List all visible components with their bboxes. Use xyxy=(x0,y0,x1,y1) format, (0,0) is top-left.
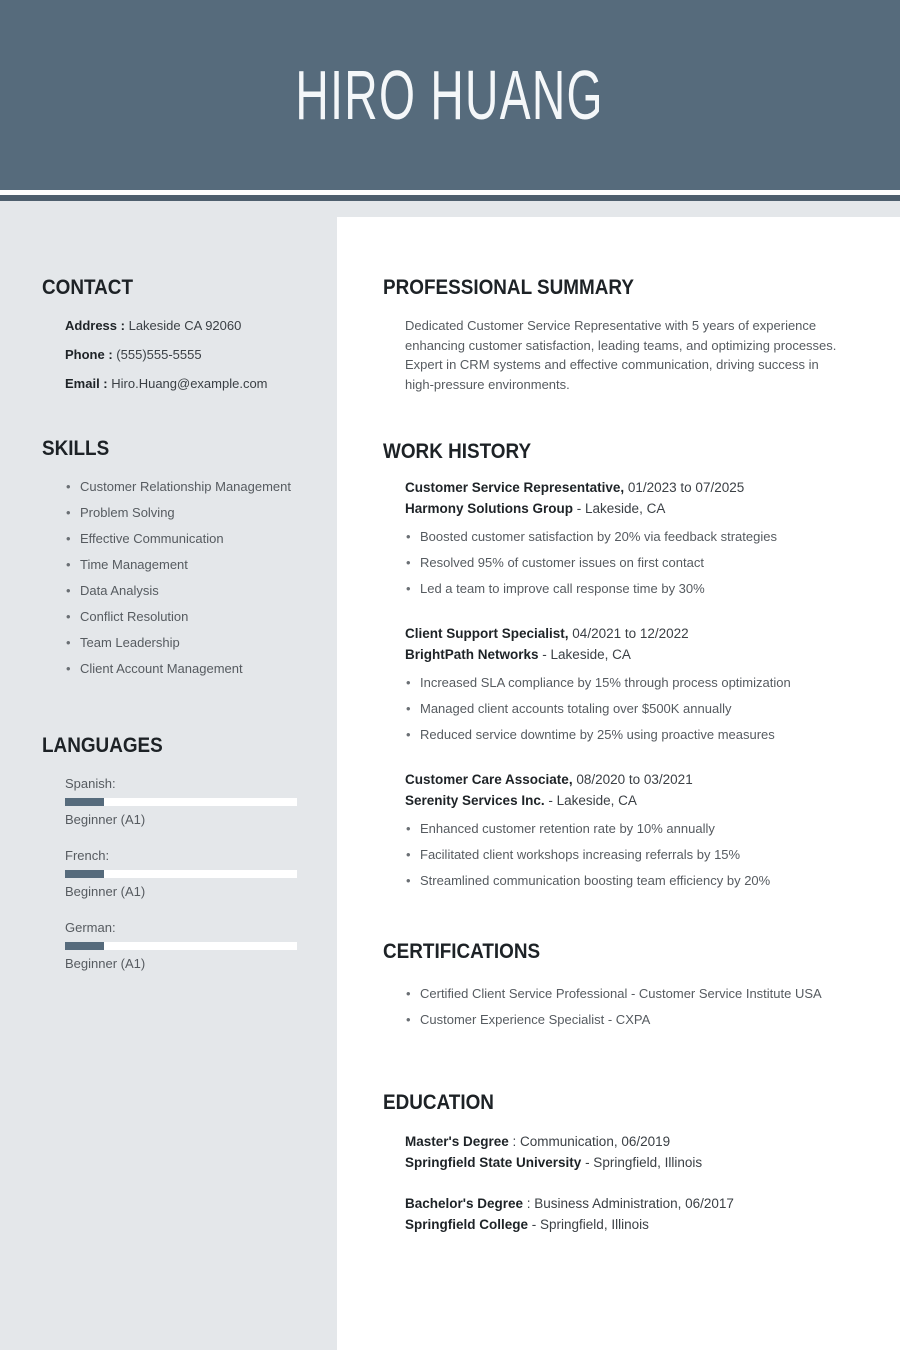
main-panel xyxy=(337,217,900,1350)
job-dates: 08/2020 to 03/2021 xyxy=(576,772,693,787)
language-progress-fill xyxy=(65,870,104,878)
certification-item: • Certified Client Service Professional - Customer Service Institute USA xyxy=(405,984,850,1003)
contact-value: Hiro.Huang@example.com xyxy=(111,376,268,391)
job-bullet: • Boosted customer satisfaction by 20% via feedback strategies xyxy=(405,527,850,546)
summary-text: Dedicated Customer Service Representative with 5 years of experience enhancing customer satisfaction, leading teams, and optimizing processes. Expert in CRM systems and effective communication, driving success in high-pressure environments. xyxy=(405,318,837,392)
contact-section xyxy=(42,276,317,393)
contact-value: (555)555-5555 xyxy=(116,347,202,362)
job-bullet: • Streamlined communication boosting team efficiency by 20% xyxy=(405,871,850,890)
contact-label: Address : xyxy=(65,318,125,333)
job-bullet: • Reduced service downtime by 25% using proactive measures xyxy=(405,725,850,744)
education-degree: Master's Degree xyxy=(405,1134,509,1149)
job-bullet: • Enhanced customer retention rate by 10% annually xyxy=(405,819,850,838)
language-level: Beginner (A1) xyxy=(65,812,146,827)
language-item-german xyxy=(65,918,317,973)
education-list xyxy=(405,1131,850,1235)
language-progress-fill xyxy=(65,942,104,950)
education-location: - Springfield, Illinois xyxy=(531,1217,649,1232)
language-progress-track xyxy=(65,942,297,950)
job-bullet: • Increased SLA compliance by 15% through process optimization xyxy=(405,673,850,692)
job-bullet-list xyxy=(405,527,850,598)
job-dates: 01/2023 to 07/2025 xyxy=(627,480,745,495)
job-title-line xyxy=(405,624,850,645)
job-bullet: • Managed client accounts totaling over $500K annually xyxy=(405,699,850,718)
job-title-line xyxy=(405,478,850,499)
skill-item: • Data Analysis xyxy=(65,581,317,600)
contact-title: CONTACT xyxy=(42,276,133,299)
job-location: - Lakeside, CA xyxy=(542,646,631,662)
job-dates: 04/2021 to 12/2022 xyxy=(572,626,689,641)
resume-body xyxy=(0,201,900,1350)
job-location: - Lakeside, CA xyxy=(576,500,666,516)
language-progress-track xyxy=(65,798,297,806)
contact-list xyxy=(65,316,317,393)
contact-label: Email : xyxy=(65,376,108,391)
education-location: - Springfield, Illinois xyxy=(585,1155,703,1170)
certification-list xyxy=(405,984,850,1029)
job-role: Customer Care Associate, xyxy=(405,772,573,787)
language-item-spanish xyxy=(65,774,317,829)
education-school: Springfield College xyxy=(405,1217,529,1232)
job-company: Harmony Solutions Group xyxy=(405,500,574,516)
language-name: Spanish: xyxy=(65,776,116,791)
education-detail: : Communication, 06/2019 xyxy=(512,1134,671,1149)
summary-section xyxy=(383,276,850,394)
skill-item: • Customer Relationship Management xyxy=(65,477,317,496)
job-company: Serenity Services Inc. xyxy=(405,792,545,808)
job-bullet: • Led a team to improve call response time by 30% xyxy=(405,579,850,598)
skills-list xyxy=(65,477,317,678)
job-location: - Lakeside, CA xyxy=(548,792,637,808)
job-role: Customer Service Representative, xyxy=(405,480,625,495)
languages-section xyxy=(42,734,317,973)
contact-value: Lakeside CA 92060 xyxy=(128,318,242,333)
job-company: BrightPath Networks xyxy=(405,646,539,662)
language-level: Beginner (A1) xyxy=(65,884,146,899)
skill-item: • Problem Solving xyxy=(65,503,317,522)
job-entry xyxy=(405,770,850,890)
skill-item: • Conflict Resolution xyxy=(65,607,317,626)
languages-list xyxy=(65,774,317,973)
job-bullet-list xyxy=(405,673,850,744)
language-name: German: xyxy=(65,920,116,935)
certifications-section xyxy=(383,940,850,1029)
contact-label: Phone : xyxy=(65,347,113,362)
job-title-line xyxy=(405,770,850,791)
job-role: Client Support Specialist, xyxy=(405,626,569,641)
contact-row-email xyxy=(65,374,317,393)
language-item-french xyxy=(65,846,317,901)
skills-section xyxy=(42,437,317,678)
education-school-line xyxy=(405,1152,850,1173)
work-history-section xyxy=(383,440,850,890)
certifications-title: CERTIFICATIONS xyxy=(383,940,541,963)
skill-item: • Client Account Management xyxy=(65,659,317,678)
candidate-name: HIRO HUANG xyxy=(295,56,605,134)
certification-item: • Customer Experience Specialist - CXPA xyxy=(405,1010,850,1029)
education-detail: : Business Administration, 06/2017 xyxy=(526,1196,734,1211)
job-entry xyxy=(405,624,850,744)
language-level: Beginner (A1) xyxy=(65,956,146,971)
job-company-line xyxy=(405,791,850,812)
language-name: French: xyxy=(65,848,110,863)
contact-row-address xyxy=(65,316,317,335)
education-entry xyxy=(405,1193,850,1235)
job-entry xyxy=(405,478,850,598)
contact-row-phone xyxy=(65,345,317,364)
job-bullet: • Resolved 95% of customer issues on first contact xyxy=(405,553,850,572)
job-company-line xyxy=(405,645,850,666)
education-school: Springfield State University xyxy=(405,1155,582,1170)
skills-title: SKILLS xyxy=(42,437,110,460)
language-progress-fill xyxy=(65,798,104,806)
skill-item: • Time Management xyxy=(65,555,317,574)
education-degree: Bachelor's Degree xyxy=(405,1196,524,1211)
header-banner xyxy=(0,0,900,190)
skill-item: • Team Leadership xyxy=(65,633,317,652)
languages-title: LANGUAGES xyxy=(42,734,163,757)
sidebar xyxy=(0,201,337,1350)
job-list xyxy=(405,478,850,890)
summary-title: PROFESSIONAL SUMMARY xyxy=(383,276,634,299)
skill-item: • Effective Communication xyxy=(65,529,317,548)
education-entry xyxy=(405,1131,850,1173)
education-school-line xyxy=(405,1214,850,1235)
job-bullet-list xyxy=(405,819,850,890)
education-section xyxy=(383,1091,850,1235)
work-history-title: WORK HISTORY xyxy=(383,440,532,463)
education-title: EDUCATION xyxy=(383,1091,494,1114)
language-progress-track xyxy=(65,870,297,878)
education-degree-line xyxy=(405,1193,850,1214)
job-bullet: • Facilitated client workshops increasing referrals by 15% xyxy=(405,845,850,864)
job-company-line xyxy=(405,499,850,520)
education-degree-line xyxy=(405,1131,850,1152)
